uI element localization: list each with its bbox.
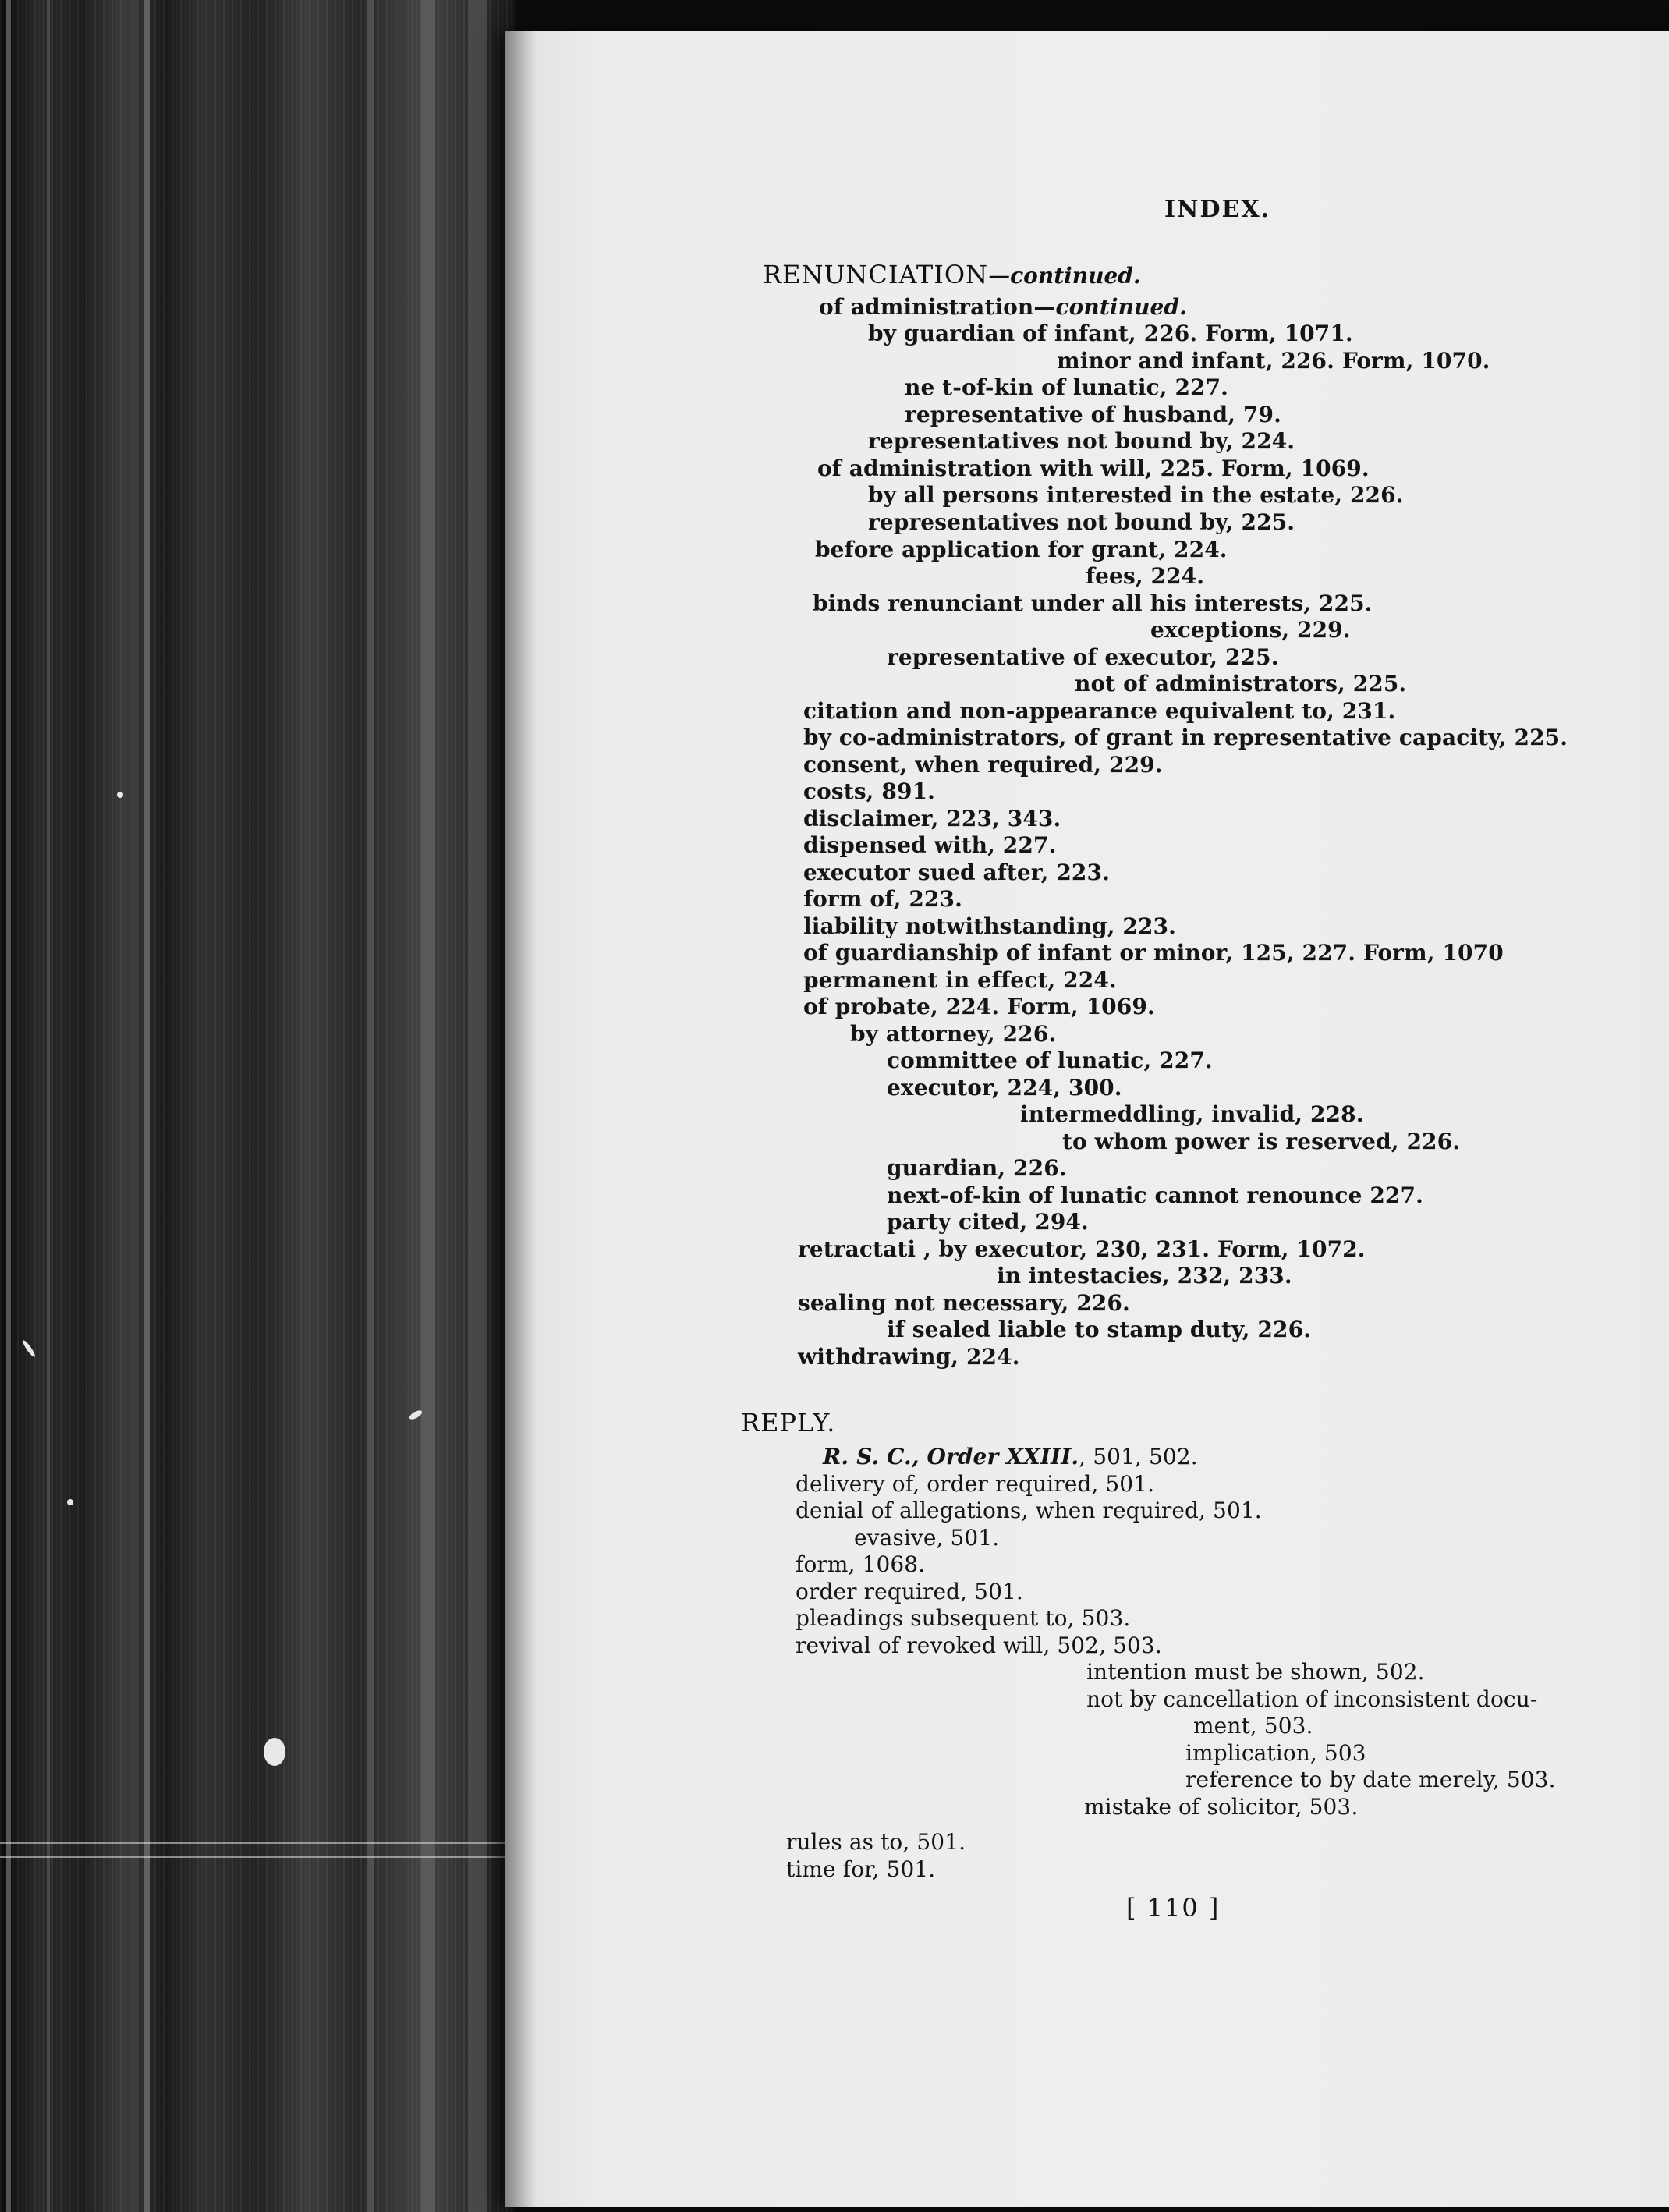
- index-line-text: mistake of solicitor, 503.: [1084, 1794, 1359, 1820]
- index-line: [1193, 1715, 1313, 1737]
- index-line: [803, 754, 1163, 776]
- index-line: [1057, 350, 1490, 372]
- section-heading-continued: —continued.: [988, 263, 1141, 289]
- index-line-text: before application for grant, 224.: [815, 537, 1228, 562]
- index-line-text: if sealed liable to stamp duty, 226.: [887, 1317, 1312, 1342]
- scan-artifact-line: [0, 1842, 515, 1844]
- index-line: [887, 1211, 1089, 1233]
- index-line: [1062, 1131, 1460, 1153]
- index-line: [868, 428, 1295, 454]
- page-edge-stripe: [367, 0, 374, 2212]
- index-line: [803, 967, 1117, 993]
- index-line: [887, 1077, 1122, 1099]
- index-line: [868, 484, 1404, 506]
- index-line: [850, 1023, 1056, 1045]
- index-line: [1086, 1686, 1538, 1712]
- index-line: [1150, 619, 1351, 641]
- index-line: [786, 1856, 936, 1882]
- index-line: [1185, 1769, 1556, 1791]
- index-line-text: representative of husband, 79.: [905, 402, 1281, 427]
- index-line-text: continued.: [1055, 294, 1187, 320]
- index-line-text: order required, 501.: [796, 1579, 1023, 1604]
- index-line-text: by guardian of infant, 226. Form, 1071.: [868, 321, 1353, 346]
- index-line: [887, 644, 1279, 670]
- index-line-text: executor, 224, 300.: [887, 1075, 1122, 1101]
- index-line: [798, 1236, 1366, 1262]
- index-line-text: representatives not bound by, 224.: [868, 428, 1295, 454]
- index-line-text: form, 1068.: [796, 1551, 926, 1577]
- index-line: [803, 808, 1061, 830]
- index-line: [796, 1581, 1023, 1603]
- book-page-edges: [0, 0, 515, 2212]
- index-line-text: ment, 503.: [1193, 1713, 1313, 1739]
- index-line-text: to whom power is reserved, 226.: [1062, 1129, 1461, 1154]
- index-line: [887, 1319, 1311, 1341]
- index-line-text: consent, when required, 229.: [803, 752, 1163, 778]
- index-line: [803, 727, 1568, 749]
- index-line-text: in intestacies, 232, 233.: [997, 1263, 1292, 1289]
- index-line: [803, 996, 1155, 1018]
- page-edge-stripe: [47, 0, 50, 2212]
- index-line: [887, 1182, 1423, 1208]
- index-line-text: sealing not necessary, 226.: [798, 1290, 1130, 1316]
- section-heading-reply: REPLY.: [741, 1408, 836, 1437]
- index-line-text: of guardianship of infant or minor, 125, 227. Form, 1070: [803, 940, 1504, 966]
- index-line: [796, 1551, 926, 1577]
- index-line-text: by co-administrators, of grant in representative capacity, 225.: [803, 725, 1568, 750]
- index-line-text: not by cancellation of inconsistent docu-: [1086, 1686, 1538, 1712]
- index-line-text: guardian, 226.: [887, 1155, 1067, 1181]
- index-line: [1020, 1101, 1364, 1127]
- index-line-text: evasive, 501.: [854, 1525, 1000, 1551]
- scan-artifact-line: [0, 1856, 515, 1858]
- index-line-text: form of, 223.: [803, 886, 962, 912]
- index-line: [803, 778, 935, 804]
- index-line-text: of administration with will, 225. Form, 1069.: [817, 456, 1370, 481]
- index-line-text: withdrawing, 224.: [798, 1344, 1020, 1370]
- index-line: [887, 1157, 1067, 1179]
- index-line: [997, 1265, 1292, 1287]
- index-line-text: by all persons interested in the estate, 226.: [868, 482, 1404, 508]
- page-edge-stripe: [468, 0, 487, 2212]
- index-line-text: rules as to, 501.: [786, 1829, 966, 1855]
- running-title: INDEX.: [1164, 196, 1271, 223]
- index-line-text: committee of lunatic, 227.: [887, 1048, 1213, 1073]
- index-line-text: liability notwithstanding, 223.: [803, 913, 1176, 939]
- index-line: [868, 323, 1353, 345]
- index-line: [796, 1632, 1162, 1658]
- index-line-text: R. S. C., Order XXIII.: [823, 1444, 1079, 1469]
- index-line: [796, 1473, 1154, 1495]
- index-line-text: , 501, 502.: [1079, 1444, 1198, 1469]
- index-line: [823, 1446, 1198, 1468]
- index-line-text: by attorney, 226.: [850, 1021, 1057, 1047]
- index-line: [1185, 1742, 1366, 1764]
- index-line-text: pleadings subsequent to, 503.: [796, 1605, 1131, 1631]
- index-line: [803, 832, 1057, 858]
- page-edge-stripe: [421, 0, 435, 2212]
- index-line: [817, 458, 1370, 480]
- page-edge-stripe: [129, 0, 138, 2212]
- index-line-text: intention must be shown, 502.: [1086, 1659, 1425, 1685]
- index-line: [819, 296, 1187, 318]
- index-line-text: ne t-of-kin of lunatic, 227.: [905, 374, 1229, 400]
- index-line: [887, 1050, 1213, 1072]
- index-line-text: citation and non-appearance equivalent to, 231.: [803, 698, 1396, 724]
- index-line-text: implication, 503: [1185, 1740, 1366, 1766]
- index-line: [796, 1605, 1131, 1631]
- index-line-text: not of administrators, 225.: [1075, 671, 1407, 697]
- index-line-text: exceptions, 229.: [1150, 617, 1351, 643]
- index-line: [798, 1292, 1130, 1314]
- index-line: [854, 1527, 999, 1549]
- index-line: [1075, 673, 1406, 695]
- index-line-text: of administration—: [819, 294, 1056, 320]
- index-line-text: representatives not bound by, 225.: [868, 509, 1295, 535]
- index-line-text: disclaimer, 223, 343.: [803, 806, 1061, 831]
- index-line-text: delivery of, order required, 501.: [796, 1471, 1155, 1497]
- index-line: [905, 404, 1281, 426]
- section-heading-text: RENUNCIATION: [763, 260, 989, 289]
- page-edge-stripe: [6, 0, 11, 2212]
- index-line: [803, 862, 1110, 884]
- index-line-text: retractati , by executor, 230, 231. Form, 1072.: [798, 1236, 1366, 1262]
- index-line: [905, 374, 1229, 400]
- index-line-text: next-of-kin of lunatic cannot renounce 227.: [887, 1182, 1423, 1208]
- index-line: [1084, 1796, 1358, 1818]
- index-line: [803, 913, 1176, 939]
- index-line-text: denial of allegations, when required, 501.: [796, 1498, 1262, 1523]
- index-line: [803, 942, 1504, 964]
- dust-speck: [117, 792, 123, 798]
- index-line-text: permanent in effect, 224.: [803, 967, 1117, 993]
- index-line-text: time for, 501.: [786, 1856, 936, 1882]
- index-line-text: intermeddling, invalid, 228.: [1020, 1101, 1364, 1127]
- index-line-text: reference to by date merely, 503.: [1185, 1767, 1556, 1792]
- index-line-text: fees, 224.: [1086, 563, 1205, 589]
- index-line: [803, 700, 1395, 722]
- section-heading-renunciation: [763, 262, 1141, 287]
- index-line-text: costs, 891.: [803, 778, 935, 804]
- index-line-text: dispensed with, 227.: [803, 832, 1057, 858]
- index-line: [786, 1831, 966, 1853]
- index-line-text: party cited, 294.: [887, 1209, 1089, 1235]
- index-line: [796, 1500, 1262, 1522]
- index-line-text: executor sued after, 223.: [803, 860, 1110, 885]
- index-line-text: binds renunciant under all his interests, 225.: [813, 590, 1373, 616]
- index-line: [1086, 565, 1204, 587]
- index-line: [798, 1346, 1020, 1368]
- index-line-text: representative of executor, 225.: [887, 644, 1279, 670]
- page-edge-stripe: [144, 0, 150, 2212]
- page-number: [ 110 ]: [1126, 1893, 1221, 1923]
- dust-speck: [264, 1738, 285, 1766]
- index-line: [1086, 1661, 1425, 1683]
- index-line: [815, 539, 1228, 561]
- page-edge-stripe: [394, 0, 405, 2212]
- index-line-text: of probate, 224. Form, 1069.: [803, 994, 1155, 1019]
- index-line: [813, 590, 1373, 616]
- dust-speck: [67, 1499, 73, 1505]
- index-line: [868, 509, 1295, 535]
- index-line-text: revival of revoked will, 502, 503.: [796, 1632, 1162, 1658]
- gutter-shadow: [505, 31, 537, 2207]
- index-line: [803, 888, 962, 910]
- index-line-text: minor and infant, 226. Form, 1070.: [1057, 348, 1490, 374]
